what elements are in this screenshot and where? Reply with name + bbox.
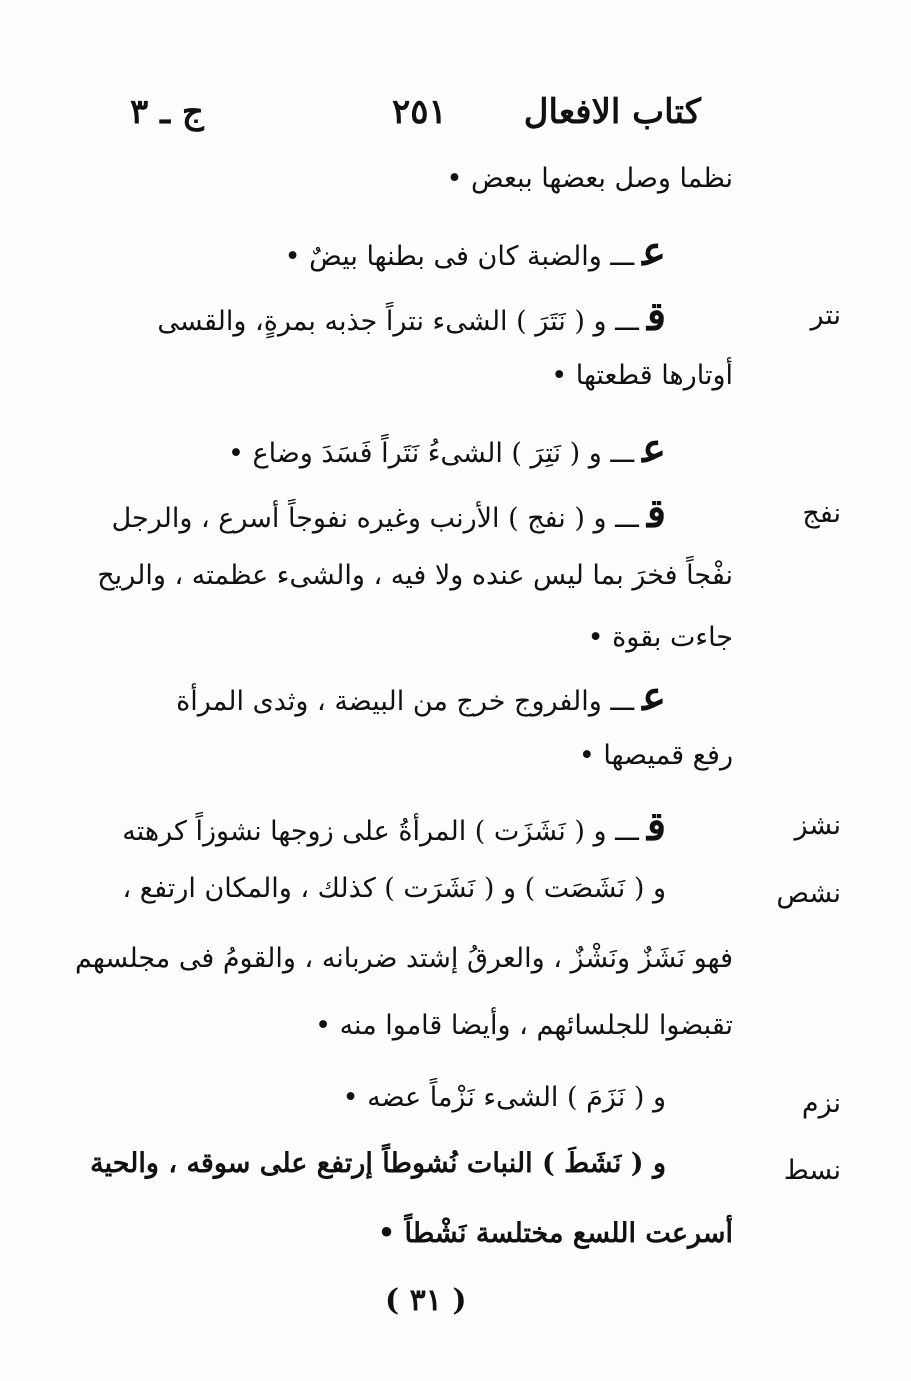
entry-line xyxy=(176,673,666,721)
root-word: نفج xyxy=(802,498,841,529)
text-line: و ( نَشَصَت ) و ( نَشَرَت ) كذلك ، والمكان ارتفع ، xyxy=(122,873,666,904)
root-word: نتر xyxy=(810,300,841,331)
text-line: ـــ و ( نَشَزَت ) المرأةُ على زوجها نشوزاً كرهته xyxy=(122,816,639,847)
book-title: كتاب الافعال xyxy=(523,92,701,132)
root-word: نشز xyxy=(794,810,841,841)
section-marker: ق xyxy=(646,293,666,340)
text-line: تقبضوا للجلسائهم ، وأيضا قاموا منه • xyxy=(315,1010,733,1041)
signature-number: ( ٣١ ) xyxy=(385,1283,467,1318)
text-line: نفْجاً فخرَ بما ليس عنده ولا فيه ، والشىء عظمته ، والريح xyxy=(97,560,733,591)
entry-line xyxy=(112,490,666,538)
text-line: و ( نَشَطَ ) النبات نُشوطاً إرتفع على سوقه ، والحية xyxy=(90,1148,666,1179)
entry-line xyxy=(228,425,666,473)
text-line: أسرعت اللسع مختلسة نَشْطاً • xyxy=(377,1218,733,1249)
entry-line xyxy=(122,803,666,851)
section-marker: ق xyxy=(646,803,666,850)
root-word: نسط xyxy=(783,1155,841,1186)
root-word: نزم xyxy=(801,1088,841,1119)
section-marker: ع xyxy=(642,425,666,472)
text-line: جاءت بقوة • xyxy=(587,622,733,653)
volume-label: ج ـ ٣ xyxy=(130,92,204,132)
text-line: و ( نَزَمَ ) الشىء نَزْماً عضه • xyxy=(342,1082,666,1113)
text-line: ـــ والضبة كان فى بطنها بيضٌ • xyxy=(284,241,635,272)
page-header xyxy=(0,92,911,142)
text-line: ـــ و ( نَتَرَ ) الشىء نتراً جذبه بمرةٍ، والقسى xyxy=(157,306,639,337)
text-line: ـــ و ( نَتِرَ ) الشىءُ نَتَراً فَسَدَ وضاع • xyxy=(228,438,635,469)
section-marker: ق xyxy=(646,490,666,537)
text-line: فهو نَشَزٌ ونَشْزٌ ، والعرقُ إشتد ضربانه ، والقومُ فى مجلسهم xyxy=(74,943,733,974)
section-marker: ع xyxy=(642,673,666,720)
text-line: ـــ و ( نفج ) الأرنب وغيره نفوجاً أسرع ، والرجل xyxy=(111,503,639,534)
text-line: ـــ والفروج خرج من البيضة ، وثدى المرأة xyxy=(176,686,635,717)
entry-line xyxy=(157,293,666,341)
entry-line xyxy=(285,228,666,276)
section-marker: ع xyxy=(642,228,666,275)
text-line: رفع قميصها • xyxy=(578,740,733,771)
root-word: نشص xyxy=(776,878,841,909)
page-number: ٢٥١ xyxy=(392,92,447,132)
text-line: نظما وصل بعضها ببعض • xyxy=(446,163,733,194)
text-line: أوتارها قطعتها • xyxy=(551,360,733,391)
